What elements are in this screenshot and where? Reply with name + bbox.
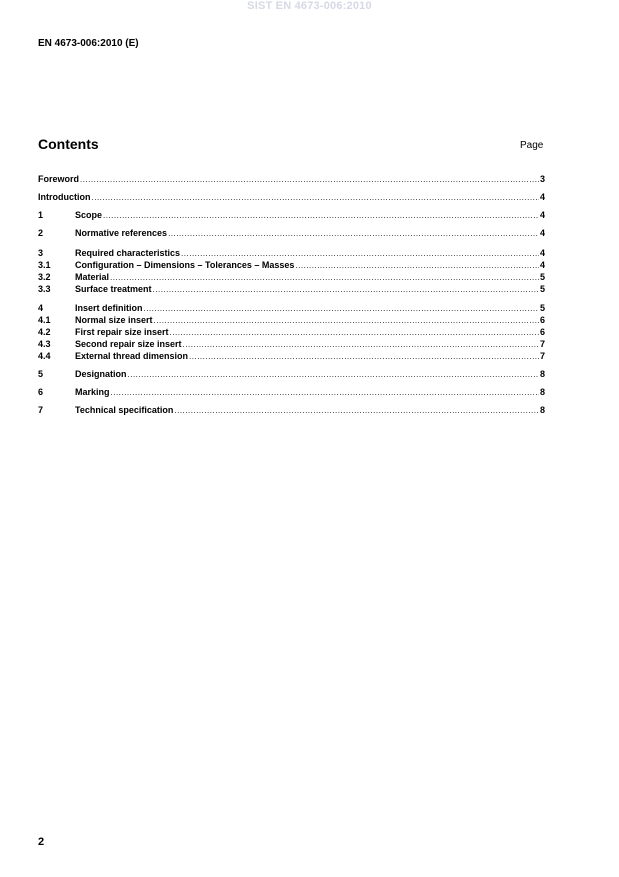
toc-entry-page: 3: [539, 174, 545, 184]
page-number: 2: [38, 836, 45, 848]
toc-entry-title: First repair size insert: [75, 327, 169, 337]
toc-entry-number: 3.3: [38, 284, 51, 294]
toc-leader: [181, 248, 539, 259]
page-column-label: Page: [520, 140, 544, 151]
toc-entry-title: Scope: [75, 210, 103, 220]
toc-entry[interactable]: [38, 228, 545, 239]
toc-entry-number: 4.2: [38, 327, 51, 337]
toc-leader: [111, 387, 539, 398]
toc-entry[interactable]: [38, 369, 545, 380]
toc-entry-number: 6: [38, 387, 44, 397]
toc-leader: [154, 315, 539, 326]
watermark: SIST EN 4673-006:2010: [247, 0, 372, 12]
toc-entry-title: Insert definition: [75, 303, 143, 313]
toc-entry[interactable]: [38, 174, 545, 185]
toc-entry[interactable]: [38, 387, 545, 398]
toc-leader: [189, 351, 539, 362]
toc-leader: [295, 260, 539, 271]
toc-entry[interactable]: [38, 284, 545, 295]
toc-entry-page: 6: [539, 327, 545, 337]
toc-entry-page: 8: [539, 405, 545, 415]
toc-entry[interactable]: [38, 303, 545, 314]
document-id: EN 4673-006:2010 (E): [38, 38, 139, 49]
toc-entry[interactable]: [38, 260, 545, 271]
toc-entry-title: Foreword: [38, 174, 80, 184]
toc-entry[interactable]: [38, 339, 545, 350]
toc-leader: [153, 284, 539, 295]
toc-entry[interactable]: [38, 248, 545, 259]
toc-entry-number: 3.1: [38, 260, 51, 270]
toc-leader: [183, 339, 539, 350]
toc-entry-title: Introduction: [38, 192, 91, 202]
toc-leader: [80, 174, 539, 185]
toc-entry-page: 4: [539, 210, 545, 220]
toc-entry-title: Designation: [75, 369, 127, 379]
toc-entry-title: Normal size insert: [75, 315, 153, 325]
toc-entry-page: 8: [539, 387, 545, 397]
toc-entry-number: 5: [38, 369, 44, 379]
toc-entry-number: 7: [38, 405, 44, 415]
toc-entry-title: Surface treatment: [75, 284, 152, 294]
toc-entry[interactable]: [38, 210, 545, 221]
toc-entry-page: 4: [539, 228, 545, 238]
toc-entry-title: Second repair size insert: [75, 339, 182, 349]
toc-leader: [128, 369, 539, 380]
toc-entry-page: 4: [539, 192, 545, 202]
toc-entry[interactable]: [38, 327, 545, 338]
toc-entry-title: External thread dimension: [75, 351, 189, 361]
toc-entry-title: Technical specification: [75, 405, 174, 415]
toc-entry-number: 3.2: [38, 272, 51, 282]
toc-entry-page: 4: [539, 260, 545, 270]
toc-entry-number: 1: [38, 210, 44, 220]
toc-entry-page: 6: [539, 315, 545, 325]
toc-leader: [103, 210, 539, 221]
toc-entry-title: Marking: [75, 387, 110, 397]
toc-entry[interactable]: [38, 192, 545, 203]
toc-entry-title: Material: [75, 272, 110, 282]
toc-leader: [170, 327, 539, 338]
toc-entry[interactable]: [38, 315, 545, 326]
toc-leader: [174, 405, 539, 416]
toc-leader: [92, 192, 540, 203]
toc-entry-number: 3: [38, 248, 44, 258]
table-of-contents: [38, 174, 545, 416]
toc-entry-title: Normative references: [75, 228, 168, 238]
toc-entry-page: 5: [539, 303, 545, 313]
toc-leader: [168, 228, 539, 239]
toc-leader: [144, 303, 540, 314]
toc-entry-title: Configuration – Dimensions – Tolerances – Masses: [75, 260, 295, 270]
toc-entry-page: 5: [539, 284, 545, 294]
toc-entry-number: 2: [38, 228, 44, 238]
toc-entry[interactable]: [38, 272, 545, 283]
toc-leader: [110, 272, 539, 283]
toc-entry-title: Required characteristics: [75, 248, 181, 258]
toc-entry-number: 4.4: [38, 351, 51, 361]
contents-title: Contents: [38, 136, 99, 152]
toc-entry-number: 4.3: [38, 339, 51, 349]
toc-entry[interactable]: [38, 351, 545, 362]
toc-entry-number: 4: [38, 303, 44, 313]
toc-entry-page: 4: [539, 248, 545, 258]
toc-entry-page: 7: [539, 339, 545, 349]
toc-entry-page: 7: [539, 351, 545, 361]
toc-entry[interactable]: [38, 405, 545, 416]
toc-entry-page: 8: [539, 369, 545, 379]
toc-entry-page: 5: [539, 272, 545, 282]
toc-entry-number: 4.1: [38, 315, 51, 325]
